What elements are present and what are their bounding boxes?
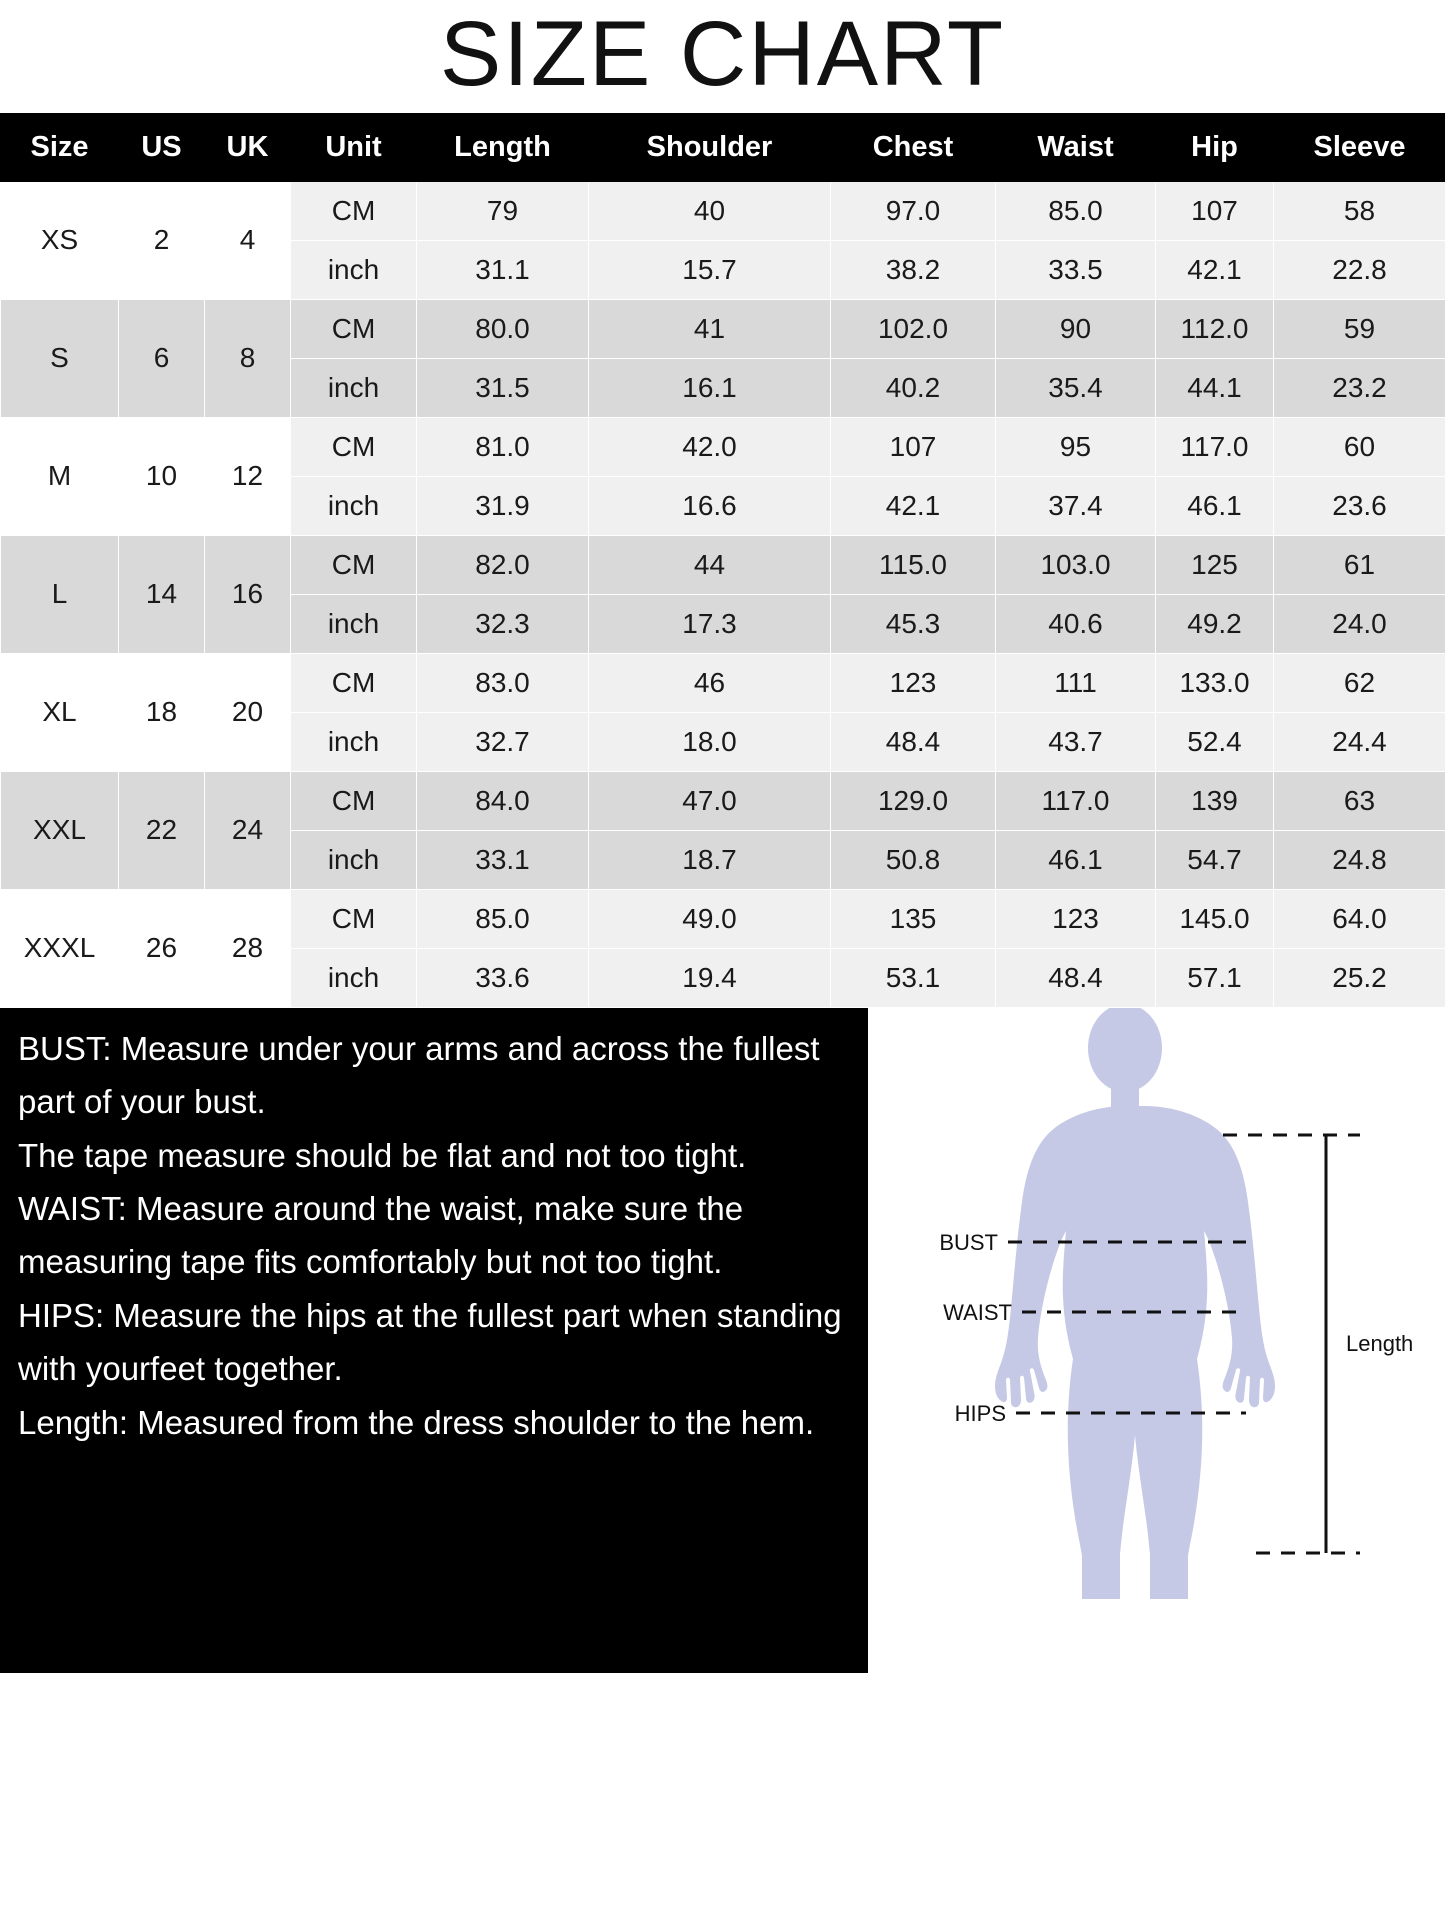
col-header-waist: Waist [996, 113, 1156, 181]
cell-chest: 129.0 [831, 771, 996, 830]
col-header-sleeve: Sleeve [1274, 113, 1445, 181]
cell-waist: 35.4 [996, 358, 1156, 417]
cell-length: 85.0 [417, 889, 589, 948]
table-row [1, 653, 1445, 712]
cell-waist: 46.1 [996, 830, 1156, 889]
cell-sleeve: 23.2 [1274, 358, 1445, 417]
cell-hip: 117.0 [1156, 417, 1274, 476]
cell-unit: CM [291, 181, 417, 240]
cell-us: 10 [119, 417, 205, 535]
cell-uk: 8 [205, 299, 291, 417]
cell-length: 81.0 [417, 417, 589, 476]
cell-size: XS [1, 181, 119, 299]
cell-waist: 33.5 [996, 240, 1156, 299]
cell-waist: 117.0 [996, 771, 1156, 830]
cell-waist: 48.4 [996, 948, 1156, 1007]
cell-unit: CM [291, 417, 417, 476]
cell-unit: CM [291, 535, 417, 594]
cell-chest: 102.0 [831, 299, 996, 358]
cell-length: 83.0 [417, 653, 589, 712]
cell-length: 32.7 [417, 712, 589, 771]
cell-chest: 38.2 [831, 240, 996, 299]
cell-unit: inch [291, 358, 417, 417]
cell-unit: inch [291, 948, 417, 1007]
cell-sleeve: 62 [1274, 653, 1445, 712]
cell-sleeve: 60 [1274, 417, 1445, 476]
cell-sleeve: 59 [1274, 299, 1445, 358]
col-header-us: US [119, 113, 205, 181]
cell-chest: 115.0 [831, 535, 996, 594]
cell-shoulder: 49.0 [589, 889, 831, 948]
cell-chest: 135 [831, 889, 996, 948]
col-header-unit: Unit [291, 113, 417, 181]
cell-hip: 42.1 [1156, 240, 1274, 299]
cell-sleeve: 22.8 [1274, 240, 1445, 299]
cell-size: S [1, 299, 119, 417]
cell-unit: CM [291, 771, 417, 830]
cell-hip: 107 [1156, 181, 1274, 240]
measurement-notes [0, 1008, 868, 1673]
table-row [1, 181, 1445, 240]
figure-label-length: Length [1346, 1330, 1414, 1356]
cell-shoulder: 40 [589, 181, 831, 240]
cell-unit: CM [291, 299, 417, 358]
cell-sleeve: 25.2 [1274, 948, 1445, 1007]
cell-chest: 50.8 [831, 830, 996, 889]
cell-us: 18 [119, 653, 205, 771]
cell-length: 31.5 [417, 358, 589, 417]
size-chart-table [0, 113, 1445, 1008]
figure-label-waist: WAIST [943, 1299, 1012, 1325]
note-length: Length: Measured from the dress shoulder to the hem. [18, 1403, 815, 1441]
cell-us: 2 [119, 181, 205, 299]
cell-us: 6 [119, 299, 205, 417]
cell-waist: 85.0 [996, 181, 1156, 240]
note-bust: BUST: Measure under your arms and across the fullest part of your bust. [18, 1029, 820, 1121]
cell-waist: 40.6 [996, 594, 1156, 653]
cell-waist: 111 [996, 653, 1156, 712]
cell-shoulder: 46 [589, 653, 831, 712]
cell-chest: 53.1 [831, 948, 996, 1007]
cell-uk: 24 [205, 771, 291, 889]
cell-sleeve: 23.6 [1274, 476, 1445, 535]
cell-size: XL [1, 653, 119, 771]
cell-shoulder: 15.7 [589, 240, 831, 299]
cell-size: L [1, 535, 119, 653]
col-header-chest: Chest [831, 113, 996, 181]
cell-size: XXXL [1, 889, 119, 1007]
cell-length: 80.0 [417, 299, 589, 358]
cell-waist: 123 [996, 889, 1156, 948]
cell-hip: 133.0 [1156, 653, 1274, 712]
cell-unit: inch [291, 830, 417, 889]
cell-length: 82.0 [417, 535, 589, 594]
cell-shoulder: 16.6 [589, 476, 831, 535]
cell-chest: 40.2 [831, 358, 996, 417]
note-tape: The tape measure should be flat and not too tight. [18, 1136, 747, 1174]
cell-shoulder: 17.3 [589, 594, 831, 653]
cell-shoulder: 16.1 [589, 358, 831, 417]
cell-uk: 12 [205, 417, 291, 535]
cell-uk: 20 [205, 653, 291, 771]
cell-unit: inch [291, 594, 417, 653]
cell-shoulder: 19.4 [589, 948, 831, 1007]
cell-us: 26 [119, 889, 205, 1007]
col-header-size: Size [1, 113, 119, 181]
cell-hip: 145.0 [1156, 889, 1274, 948]
col-header-hip: Hip [1156, 113, 1274, 181]
cell-length: 32.3 [417, 594, 589, 653]
cell-length: 31.9 [417, 476, 589, 535]
cell-sleeve: 24.8 [1274, 830, 1445, 889]
cell-unit: inch [291, 476, 417, 535]
cell-length: 33.6 [417, 948, 589, 1007]
table-row [1, 771, 1445, 830]
col-header-length: Length [417, 113, 589, 181]
cell-hip: 125 [1156, 535, 1274, 594]
cell-us: 22 [119, 771, 205, 889]
cell-shoulder: 47.0 [589, 771, 831, 830]
cell-shoulder: 41 [589, 299, 831, 358]
note-hips: HIPS: Measure the hips at the fullest part when standing with yourfeet together. [18, 1296, 842, 1388]
cell-hip: 49.2 [1156, 594, 1274, 653]
table-row [1, 299, 1445, 358]
cell-shoulder: 42.0 [589, 417, 831, 476]
cell-sleeve: 24.4 [1274, 712, 1445, 771]
cell-size: M [1, 417, 119, 535]
bottom-section [0, 1008, 1445, 1673]
cell-unit: CM [291, 889, 417, 948]
cell-hip: 46.1 [1156, 476, 1274, 535]
figure-label-bust: BUST [939, 1229, 998, 1255]
cell-sleeve: 63 [1274, 771, 1445, 830]
table-header-row [1, 113, 1445, 181]
cell-sleeve: 61 [1274, 535, 1445, 594]
cell-chest: 45.3 [831, 594, 996, 653]
cell-waist: 95 [996, 417, 1156, 476]
cell-hip: 139 [1156, 771, 1274, 830]
cell-length: 79 [417, 181, 589, 240]
note-waist: WAIST: Measure around the waist, make sure the measuring tape fits comfortably but not too tight. [18, 1189, 744, 1281]
cell-unit: CM [291, 653, 417, 712]
cell-length: 33.1 [417, 830, 589, 889]
cell-hip: 44.1 [1156, 358, 1274, 417]
cell-sleeve: 64.0 [1274, 889, 1445, 948]
cell-chest: 97.0 [831, 181, 996, 240]
cell-hip: 54.7 [1156, 830, 1274, 889]
cell-length: 31.1 [417, 240, 589, 299]
cell-shoulder: 44 [589, 535, 831, 594]
figure-label-hips: HIPS [954, 1400, 1006, 1426]
cell-hip: 57.1 [1156, 948, 1274, 1007]
cell-unit: inch [291, 240, 417, 299]
col-header-shoulder: Shoulder [589, 113, 831, 181]
cell-sleeve: 58 [1274, 181, 1445, 240]
cell-uk: 16 [205, 535, 291, 653]
table-row [1, 417, 1445, 476]
cell-waist: 43.7 [996, 712, 1156, 771]
cell-uk: 28 [205, 889, 291, 1007]
cell-size: XXL [1, 771, 119, 889]
cell-chest: 48.4 [831, 712, 996, 771]
body-figure [868, 1008, 1445, 1673]
table-row [1, 889, 1445, 948]
col-header-uk: UK [205, 113, 291, 181]
cell-waist: 90 [996, 299, 1156, 358]
page-title: SIZE CHART [439, 3, 1006, 105]
cell-shoulder: 18.7 [589, 830, 831, 889]
cell-chest: 107 [831, 417, 996, 476]
female-silhouette-icon [868, 1008, 1445, 1673]
cell-us: 14 [119, 535, 205, 653]
cell-unit: inch [291, 712, 417, 771]
cell-shoulder: 18.0 [589, 712, 831, 771]
cell-hip: 112.0 [1156, 299, 1274, 358]
cell-chest: 123 [831, 653, 996, 712]
cell-uk: 4 [205, 181, 291, 299]
cell-chest: 42.1 [831, 476, 996, 535]
cell-hip: 52.4 [1156, 712, 1274, 771]
table-row [1, 535, 1445, 594]
cell-waist: 103.0 [996, 535, 1156, 594]
cell-length: 84.0 [417, 771, 589, 830]
cell-waist: 37.4 [996, 476, 1156, 535]
cell-sleeve: 24.0 [1274, 594, 1445, 653]
